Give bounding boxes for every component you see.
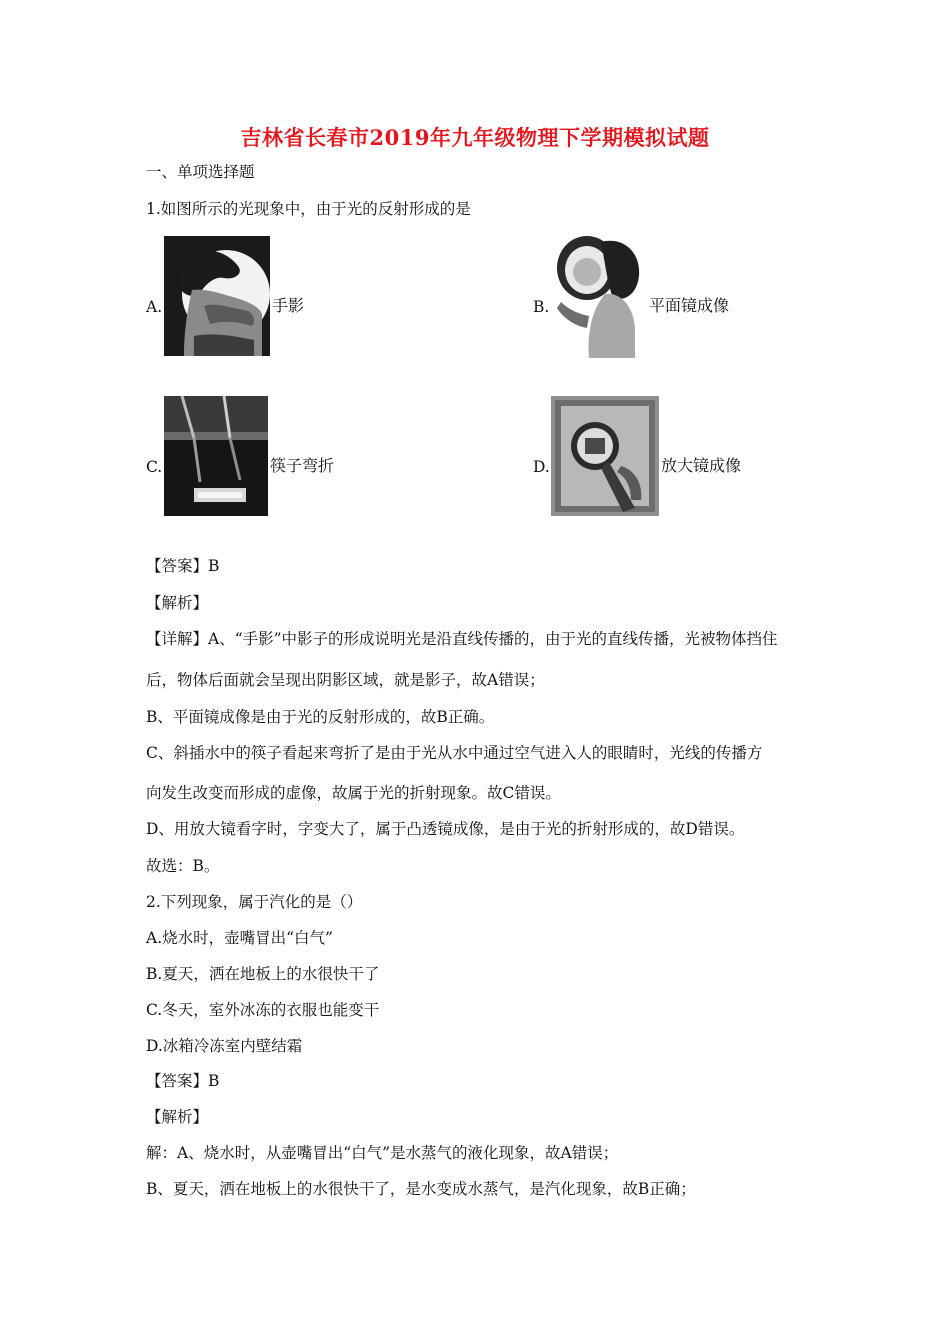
section-heading: 一、单项选择题 <box>146 163 255 181</box>
magnifier-image-photo-icon <box>551 396 659 516</box>
question-2-analysis-label: 【解析】 <box>146 1108 209 1126</box>
question-1-stem: 1.如图所示的光现象中，由于光的反射形成的是 <box>146 200 471 218</box>
question-2-option: C.冬天，室外冰冻的衣服也能变干 <box>146 1001 380 1019</box>
question-1-analysis-line: 故选：B。 <box>146 857 220 875</box>
hand-shadow-photo-icon <box>164 236 270 356</box>
question-2-answer: 【答案】B <box>146 1072 220 1090</box>
question-1-analysis-line: C、斜插水中的筷子看起来弯折了是由于光从水中通过空气进入人的眼睛时，光线的传播方 <box>146 744 763 762</box>
option-a-text: 手影 <box>272 296 305 315</box>
page-title: 吉林省长春市2019年九年级物理下学期模拟试题 <box>240 125 710 150</box>
question-2-stem: 2.下列现象，属于汽化的是（） <box>146 893 363 911</box>
question-2-option: D.冰箱冷冻室内壁结霜 <box>146 1037 303 1055</box>
question-2-option: A.烧水时，壶嘴冒出“白气” <box>146 929 333 947</box>
question-1-analysis-line: B、平面镜成像是由于光的反射形成的，故B正确。 <box>146 708 495 726</box>
question-1-analysis-line: 向发生改变而形成的虚像，故属于光的折射现象。故C错误。 <box>146 784 561 802</box>
option-b-letter: B. <box>533 298 550 316</box>
option-a-letter: A. <box>146 298 163 316</box>
option-c-letter: C. <box>146 458 163 476</box>
option-c-text: 筷子弯折 <box>270 456 335 475</box>
question-2-analysis-line: 解：A、烧水时，从壶嘴冒出“白气”是水蒸气的液化现象，故A错误； <box>146 1144 619 1162</box>
mirror-image-photo-icon <box>549 232 647 358</box>
option-b-text: 平面镜成像 <box>649 296 730 315</box>
question-1-analysis-line: 后，物体后面就会呈现出阴影区域，就是影子，故A错误； <box>146 671 545 689</box>
question-1-analysis-line: 【详解】A、“手影”中影子的形成说明光是沿直线传播的，由于光的直线传播，光被物体挡住 <box>146 630 778 648</box>
option-d-letter: D. <box>533 458 550 476</box>
question-1-analysis-label: 【解析】 <box>146 594 209 612</box>
bent-chopsticks-photo-icon <box>164 396 268 516</box>
question-2-analysis-line: B、夏天，洒在地板上的水很快干了，是水变成水蒸气，是汽化现象，故B正确； <box>146 1180 696 1198</box>
question-1-analysis-line: D、用放大镜看字时，字变大了，属于凸透镜成像，是由于光的折射形成的，故D错误。 <box>146 820 745 838</box>
question-1-answer: 【答案】B <box>146 557 220 575</box>
question-2-option: B.夏天，洒在地板上的水很快干了 <box>146 965 380 983</box>
option-d-text: 放大镜成像 <box>661 456 742 475</box>
